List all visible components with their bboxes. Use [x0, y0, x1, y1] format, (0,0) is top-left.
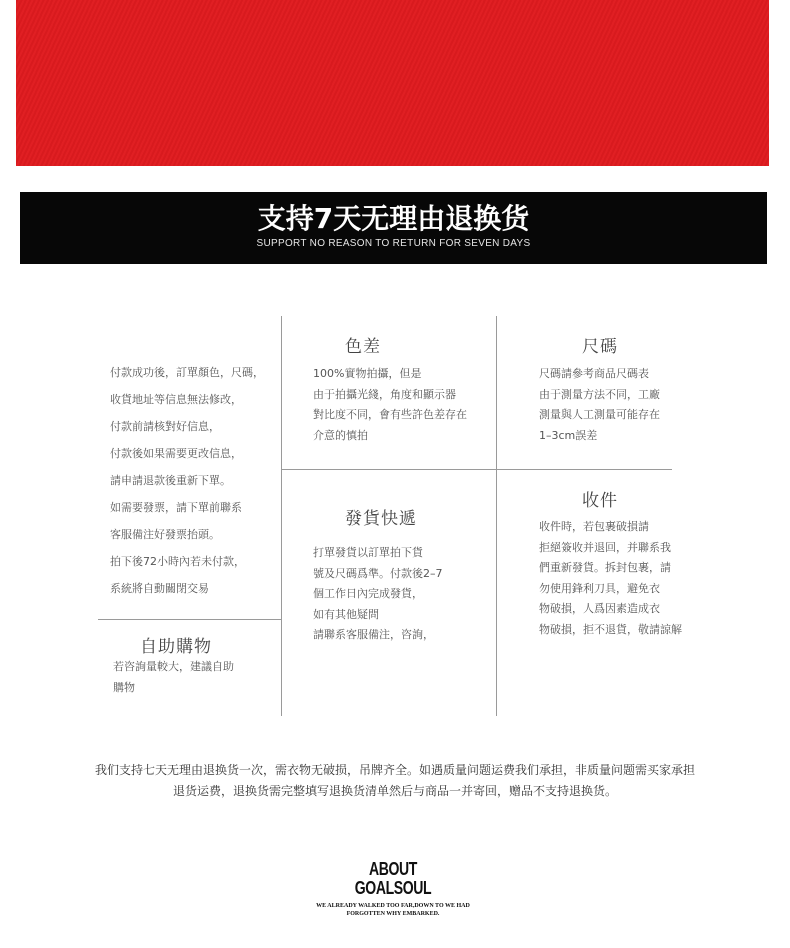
- list-item: 打單發貨以訂單拍下貨: [313, 546, 423, 559]
- list-item: 收貨地址等信息無法修改，: [110, 393, 242, 406]
- banner-subtitle: SUPPORT NO REASON TO RETURN FOR SEVEN DAYS: [256, 238, 531, 249]
- list-item: 拍下後72小時內若未付款，: [110, 555, 245, 568]
- banner-title: 支持7天无理由退换货: [257, 202, 530, 235]
- order-notice-list: [110, 359, 264, 602]
- list-item: 付款前請核對好信息，: [110, 420, 220, 433]
- list-item: 請聯系客服備注，咨詢，: [313, 628, 434, 641]
- receiving-text: [539, 517, 682, 640]
- list-item: 測量與人工測量可能存在: [539, 408, 660, 421]
- list-item: 由于拍攝光綫，角度和顯示器: [313, 387, 456, 401]
- logo-line-about: ABOUT: [369, 859, 417, 879]
- brand-logo: [300, 860, 486, 918]
- list-item: 若咨詢量較大，建議自助: [113, 660, 234, 673]
- return-terms-note: [20, 760, 770, 802]
- list-item: 100%實物拍攝，但是: [313, 367, 422, 380]
- list-item: 付款後如果需要更改信息，: [110, 447, 242, 460]
- list-item: 尺碼請參考商品尺碼表: [539, 367, 649, 380]
- return-terms-line: 退货运费，退换货需完整填写退换货清单然后与商品一并寄回，赠品不支持退换货。: [172, 784, 617, 798]
- size-heading: 尺碼: [582, 337, 618, 357]
- list-item: 物破損，人爲因素造成衣: [539, 602, 660, 615]
- color-diff-text: [313, 364, 467, 446]
- list-item: 如有其他疑問: [313, 607, 379, 621]
- receiving-heading: 收件: [582, 491, 618, 511]
- self-service-heading: 自助購物: [140, 637, 212, 657]
- list-item: 如需要發票，請下單前聯系: [110, 501, 242, 514]
- list-item: 物破損，拒不退貨，敬請諒解: [539, 622, 682, 636]
- list-item: 對比度不同，會有些許色差存在: [313, 408, 467, 421]
- list-item: 客服備注好發票抬頭。: [110, 528, 220, 541]
- vertical-divider-right: [496, 316, 497, 716]
- logo-line-brand: GOALSOUL: [354, 878, 432, 898]
- return-policy-banner: [20, 192, 767, 264]
- vertical-divider-left: [281, 316, 282, 716]
- list-item: 介意的慎拍: [313, 428, 368, 442]
- shipping-heading: 發貨快遞: [345, 509, 417, 529]
- logo-tagline: FORGOTTEN WHY EMBARKED.: [346, 911, 440, 917]
- return-terms-line: 我们支持七天无理由退换货一次，需衣物无破损，吊牌齐全。如遇质量问题运费我们承担，非质量问题需买家承担: [94, 763, 695, 777]
- list-item: 收件時，若包裹破損請: [539, 520, 649, 533]
- list-item: 號及尺碼爲準。付款後2–7: [313, 566, 443, 580]
- size-text: [539, 364, 660, 446]
- list-item: 們重新發貨。拆封包裹，請: [539, 561, 671, 574]
- list-item: 付款成功後，訂單顏色，尺碼，: [110, 366, 264, 379]
- shipping-text: [313, 543, 443, 646]
- list-item: 1–3cm誤差: [539, 428, 598, 442]
- logo-tagline: WE ALREADY WALKED TOO FAR,DOWN TO WE HAD: [316, 903, 470, 909]
- list-item: 系統將自動關閉交易: [110, 582, 209, 595]
- list-item: 購物: [113, 680, 135, 694]
- horizontal-divider-middle: [282, 469, 672, 470]
- color-diff-heading: 色差: [345, 337, 381, 357]
- list-item: 由于測量方法不同，工廠: [539, 387, 660, 401]
- list-item: 勿使用鋒利刀具，避免衣: [539, 581, 660, 595]
- self-service-text: [113, 657, 234, 698]
- horizontal-divider-left: [98, 619, 281, 620]
- list-item: 拒絕簽收并退回，并聯系我: [539, 540, 671, 554]
- list-item: 請申請退款後重新下單。: [110, 474, 231, 487]
- list-item: 個工作日內完成發貨，: [313, 587, 423, 600]
- product-color-swatch: [16, 0, 769, 166]
